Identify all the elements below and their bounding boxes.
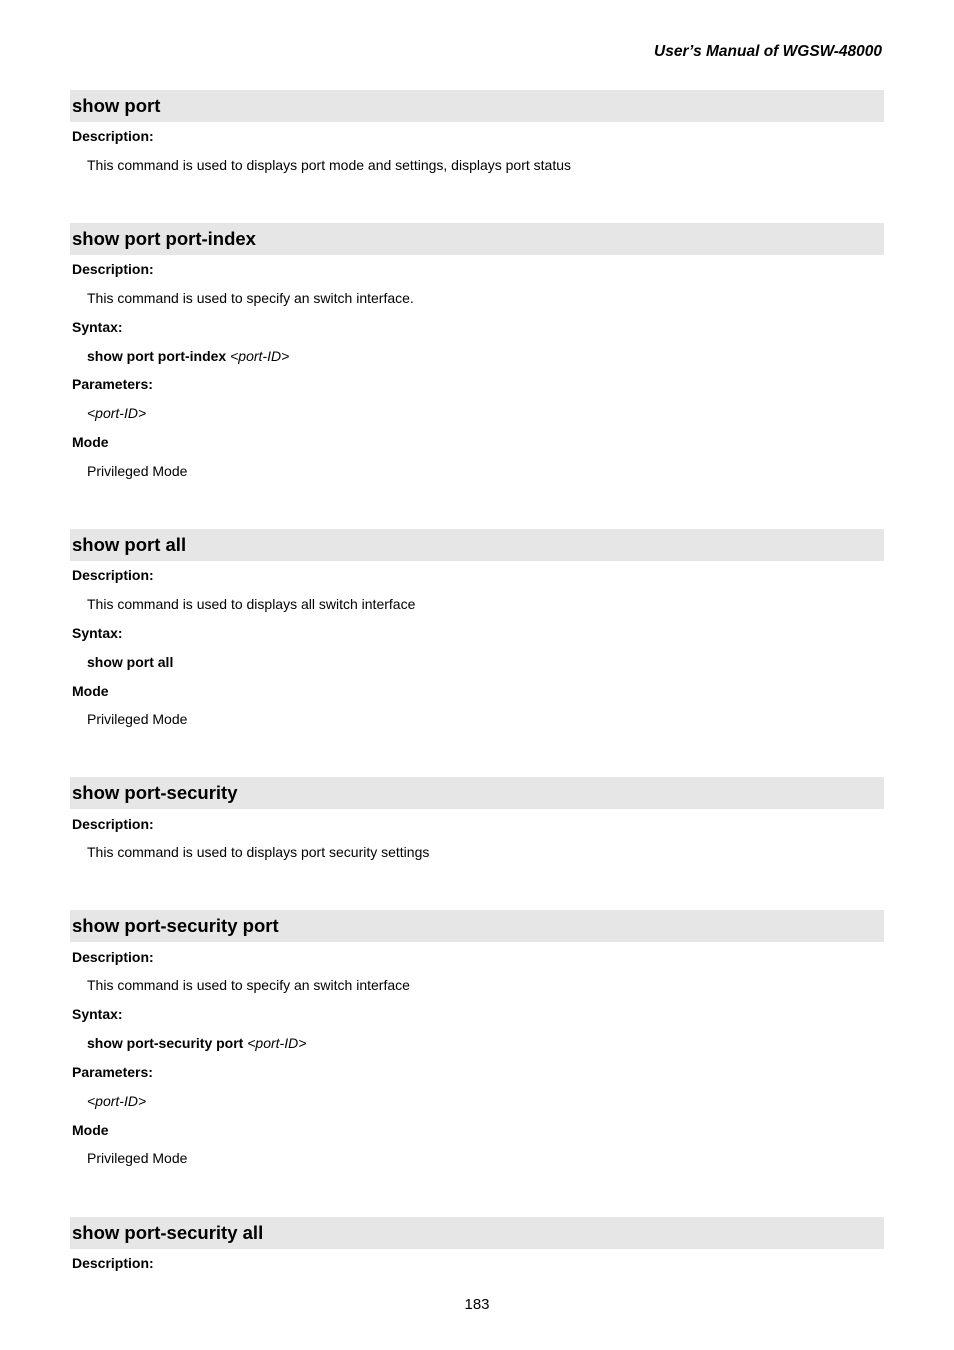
page-number: 183 [464,1296,490,1313]
mode-label: Mode [72,434,109,450]
syntax-command: show port all [87,654,174,670]
section-title-show-port-security-port: show port-security port [70,910,884,942]
section-title-show-port: show port [70,90,884,122]
syntax-label: Syntax: [72,319,123,335]
parameters-label: Parameters: [72,1064,153,1080]
description-label: Description: [72,1255,154,1271]
syntax-command: show port port-index [87,348,227,364]
description-label: Description: [72,949,154,965]
syntax-parameter: <port-ID> [247,1035,307,1051]
description-label: Description: [72,567,154,583]
section-title-show-port-security-all: show port-security all [70,1217,884,1249]
mode-text: Privileged Mode [87,711,188,727]
page-header-title: User’s Manual of WGSW-48000 [654,43,882,60]
description-label: Description: [72,128,154,144]
mode-text: Privileged Mode [87,463,188,479]
syntax-command: show port-security port [87,1035,244,1051]
syntax-line [87,348,289,364]
parameter-text: <port-ID> [87,405,147,421]
description-text: This command is used to specify an switch interface. [87,290,414,306]
description-label: Description: [72,816,154,832]
description-text: This command is used to displays all switch interface [87,596,416,612]
parameters-label: Parameters: [72,376,153,392]
description-text: This command is used to displays port mode and settings, displays port status [87,157,572,173]
description-label: Description: [72,261,154,277]
section-title-show-port-security: show port-security [70,777,884,809]
syntax-line [87,1035,306,1051]
mode-label: Mode [72,683,109,699]
section-title-show-port-port-index: show port port-index [70,223,884,255]
syntax-label: Syntax: [72,625,123,641]
section-title-show-port-all: show port all [70,529,884,561]
parameter-text: <port-ID> [87,1093,147,1109]
syntax-label: Syntax: [72,1006,123,1022]
description-text: This command is used to displays port security settings [87,844,430,860]
mode-text: Privileged Mode [87,1150,188,1166]
mode-label: Mode [72,1122,109,1138]
syntax-parameter: <port-ID> [230,348,290,364]
description-text: This command is used to specify an switch interface [87,977,410,993]
